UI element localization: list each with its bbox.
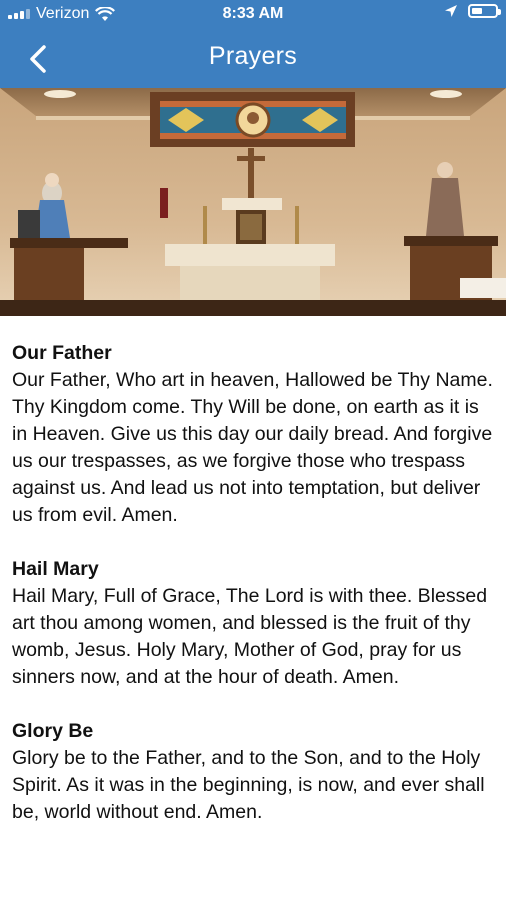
- status-time: 8:33 AM: [222, 5, 284, 22]
- page-title: Prayers: [208, 42, 298, 70]
- location-icon: [444, 4, 458, 18]
- prayer-glory-be: [12, 718, 496, 826]
- app-header: [0, 0, 506, 88]
- prayer-text: Our Father, Who art in heaven, Hallowed be Thy Name. Thy Kingdom come. Thy Will be done, on earth as it is in Heaven. Give us this day our daily bread. And forgive us our trespasses, as we forgive those who trespass against us. And lead us not into temptation, but deliver us from evil. Amen.: [12, 369, 493, 526]
- prayer-hail-mary: [12, 556, 496, 691]
- status-right: [444, 4, 498, 18]
- carrier-label: Verizon: [36, 5, 90, 22]
- battery-fill: [472, 8, 482, 14]
- statue-joseph: [426, 178, 464, 236]
- battery-icon: [468, 4, 498, 18]
- prayers-list: [12, 340, 496, 853]
- status-bar: [0, 0, 506, 30]
- nav-bar: [0, 34, 506, 82]
- altar: [165, 244, 335, 266]
- prayer-our-father: [12, 340, 496, 529]
- prayer-title: Our Father: [12, 342, 112, 364]
- prayer-text: Hail Mary, Full of Grace, The Lord is with thee. Blessed art thou among women, and blessed is the fruit of thy womb, Jesus. Holy Mary, Mother of God, pray for us sinners now, and at the hour of death. Amen.: [12, 585, 488, 688]
- chapel-illustration: [0, 88, 506, 316]
- prayer-text: Glory be to the Father, and to the Son, and to the Holy Spirit. As it was in the beginning, is now, and ever shall be, world without end. Amen.: [12, 747, 485, 823]
- prayer-title: Hail Mary: [12, 558, 99, 580]
- prayer-title: Glory Be: [12, 720, 94, 742]
- chapel-photo: [0, 88, 506, 316]
